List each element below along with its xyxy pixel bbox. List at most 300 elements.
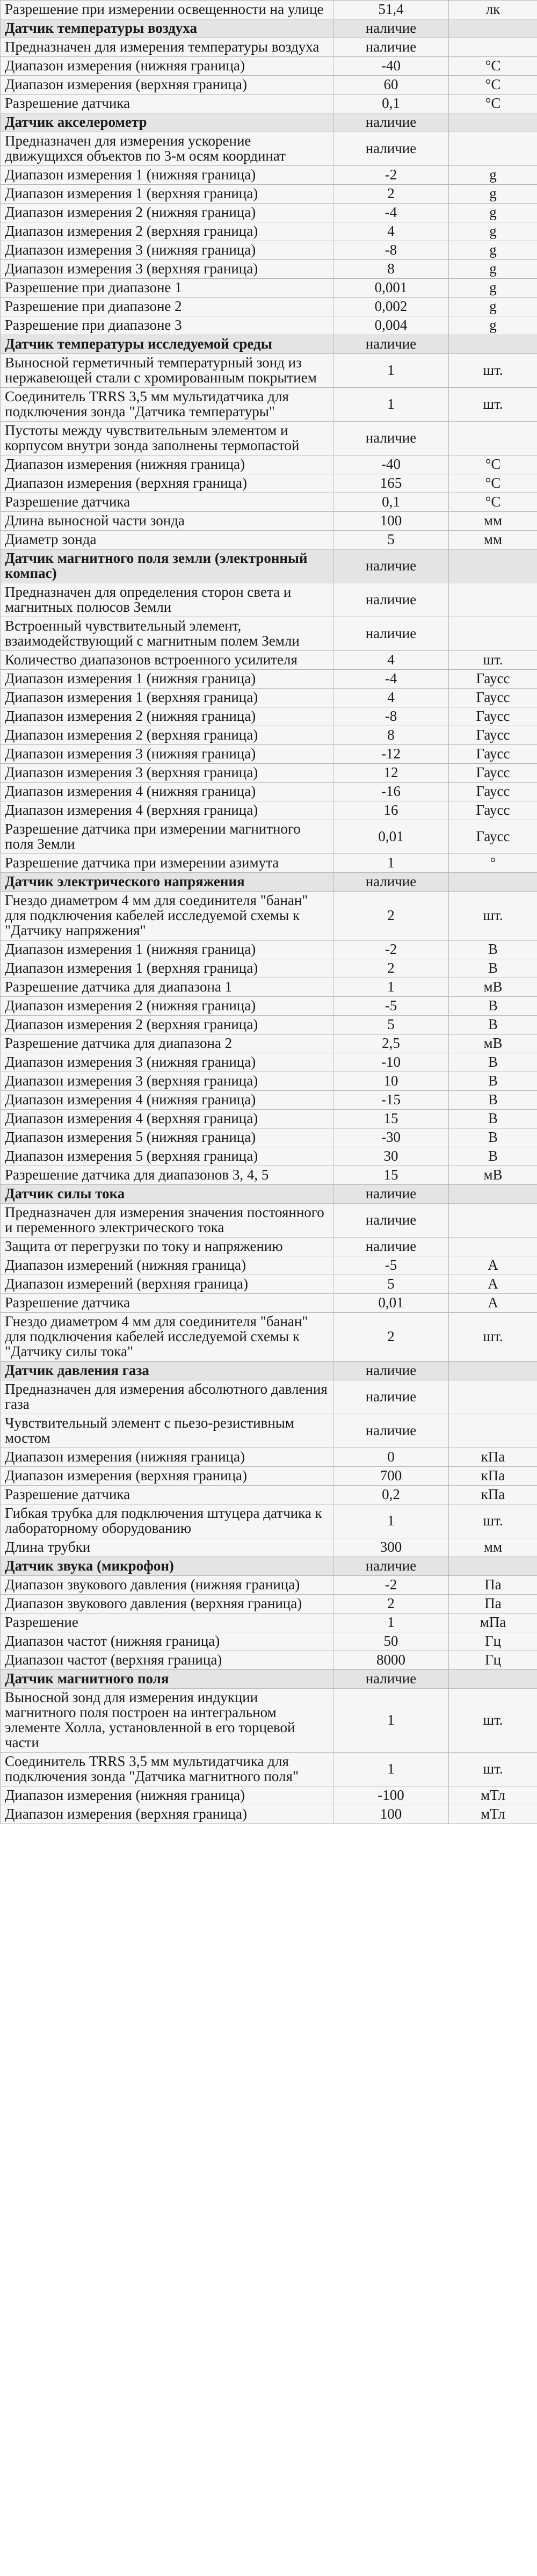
parameter-name: Диапазон измерения 5 (верхняя граница) xyxy=(1,1147,333,1166)
parameter-name: Диапазон измерения 2 (верхняя граница) xyxy=(1,1016,333,1034)
table-row xyxy=(1,38,537,57)
section-title: Датчик силы тока xyxy=(1,1185,333,1204)
parameter-unit xyxy=(449,549,537,583)
parameter-value: 0,001 xyxy=(333,279,449,298)
parameter-name: Диапазон измерения 3 (нижняя граница) xyxy=(1,1053,333,1072)
parameter-unit: g xyxy=(449,185,537,204)
parameter-value: 300 xyxy=(333,1538,449,1557)
parameter-name: Предназначен для определения сторон света и магнитных полюсов Земли xyxy=(1,583,333,617)
parameter-value: 50 xyxy=(333,1632,449,1651)
parameter-name: Разрешение датчика при измерении азимута xyxy=(1,854,333,873)
table-row xyxy=(1,316,537,335)
parameter-name: Диапазон измерения 3 (верхняя граница) xyxy=(1,764,333,783)
parameter-value: -12 xyxy=(333,745,449,764)
parameter-name: Разрешение датчика xyxy=(1,493,333,512)
parameter-value: 2 xyxy=(333,959,449,978)
parameter-value: наличие xyxy=(333,1185,449,1204)
parameter-name: Диапазон измерения 1 (нижняя граница) xyxy=(1,670,333,689)
parameter-value: 1 xyxy=(333,1689,449,1753)
parameter-unit: Гаусс xyxy=(449,745,537,764)
parameter-value: -30 xyxy=(333,1128,449,1147)
table-row xyxy=(1,745,537,764)
parameter-name: Диапазон измерения (верхняя граница) xyxy=(1,1805,333,1824)
parameter-value: наличие xyxy=(333,113,449,132)
parameter-value: 0,1 xyxy=(333,493,449,512)
table-row xyxy=(1,1091,537,1110)
parameter-unit: В xyxy=(449,1053,537,1072)
table-row xyxy=(1,512,537,531)
table-row xyxy=(1,1632,537,1651)
parameter-value: наличие xyxy=(333,583,449,617)
parameter-value: наличие xyxy=(333,873,449,892)
table-row xyxy=(1,1613,537,1632)
table-row xyxy=(1,854,537,873)
table-row xyxy=(1,1294,537,1313)
parameter-unit: В xyxy=(449,1072,537,1091)
table-row xyxy=(1,1238,537,1256)
parameter-unit: Гаусс xyxy=(449,707,537,726)
parameter-name: Соединитель TRRS 3,5 мм мультидатчика для подключения зонда "Датчика температуры" xyxy=(1,388,333,422)
section-title: Датчик электрического напряжения xyxy=(1,873,333,892)
section-header-row xyxy=(1,549,537,583)
parameter-value: наличие xyxy=(333,1557,449,1576)
parameter-unit: шт. xyxy=(449,651,537,670)
table-row xyxy=(1,1576,537,1595)
section-title: Датчик магнитного поля земли (электронный компас) xyxy=(1,549,333,583)
parameter-value: -4 xyxy=(333,670,449,689)
parameter-unit: g xyxy=(449,204,537,222)
parameter-unit: g xyxy=(449,316,537,335)
table-row xyxy=(1,1786,537,1805)
parameter-unit xyxy=(449,583,537,617)
table-row xyxy=(1,1380,537,1414)
parameter-value: 2 xyxy=(333,185,449,204)
parameter-unit: В xyxy=(449,940,537,959)
parameter-unit xyxy=(449,1185,537,1204)
parameter-name: Диапазон измерения 3 (верхняя граница) xyxy=(1,1072,333,1091)
parameter-name: Разрешение при измерении освещенности на улице xyxy=(1,1,333,19)
parameter-value: 8 xyxy=(333,726,449,745)
table-row xyxy=(1,354,537,388)
parameter-value: 16 xyxy=(333,801,449,820)
parameter-name: Диапазон измерения 3 (нижняя граница) xyxy=(1,745,333,764)
parameter-unit: Гаусс xyxy=(449,726,537,745)
parameter-value: -2 xyxy=(333,940,449,959)
parameter-value: наличие xyxy=(333,1204,449,1238)
parameter-unit: В xyxy=(449,997,537,1016)
table-row xyxy=(1,1016,537,1034)
parameter-name: Гибкая трубка для подключения штуцера датчика к лабораторному оборудованию xyxy=(1,1504,333,1538)
parameter-value: -5 xyxy=(333,1256,449,1275)
parameter-value: 1 xyxy=(333,388,449,422)
parameter-value: 0,004 xyxy=(333,316,449,335)
table-row xyxy=(1,1538,537,1557)
parameter-name: Диапазон измерения (нижняя граница) xyxy=(1,1786,333,1805)
parameter-value: наличие xyxy=(333,1670,449,1689)
parameter-name: Пустоты между чувствительным элементом и корпусом внутри зонда заполнены термопастой xyxy=(1,422,333,455)
parameter-unit: g xyxy=(449,279,537,298)
parameter-value: 165 xyxy=(333,474,449,493)
parameter-name: Диапазон частот (нижняя граница) xyxy=(1,1632,333,1651)
table-row xyxy=(1,279,537,298)
table-row xyxy=(1,166,537,185)
parameter-unit: Гаусс xyxy=(449,670,537,689)
parameter-name: Разрешение при диапазоне 2 xyxy=(1,298,333,316)
parameter-unit xyxy=(449,1670,537,1689)
parameter-value: 12 xyxy=(333,764,449,783)
parameter-unit: кПа xyxy=(449,1448,537,1467)
section-title: Датчик звука (микрофон) xyxy=(1,1557,333,1576)
table-row xyxy=(1,1467,537,1486)
parameter-value: 2 xyxy=(333,1595,449,1613)
parameter-unit: кПа xyxy=(449,1486,537,1504)
parameter-unit: А xyxy=(449,1256,537,1275)
parameter-unit: мм xyxy=(449,1538,537,1557)
parameter-unit xyxy=(449,1414,537,1448)
section-header-row xyxy=(1,1362,537,1380)
parameter-name: Разрешение датчика для диапазонов 3, 4, 5 xyxy=(1,1166,333,1185)
table-row xyxy=(1,726,537,745)
table-row xyxy=(1,959,537,978)
parameter-value: 15 xyxy=(333,1110,449,1128)
parameter-name: Диапазон измерения 1 (нижняя граница) xyxy=(1,940,333,959)
table-row xyxy=(1,222,537,241)
parameter-unit: Па xyxy=(449,1576,537,1595)
parameter-name: Диапазон измерения 1 (верхняя граница) xyxy=(1,689,333,707)
parameter-name: Разрешение датчика xyxy=(1,1294,333,1313)
parameter-name: Диапазон частот (верхняя граница) xyxy=(1,1651,333,1670)
parameter-unit: шт. xyxy=(449,1689,537,1753)
parameter-unit: Па xyxy=(449,1595,537,1613)
parameter-value: -10 xyxy=(333,1053,449,1072)
table-row xyxy=(1,1504,537,1538)
parameter-name: Диапазон измерения 2 (верхняя граница) xyxy=(1,222,333,241)
parameter-unit: Гаусс xyxy=(449,820,537,854)
parameter-value: наличие xyxy=(333,549,449,583)
parameter-name: Диапазон измерения (верхняя граница) xyxy=(1,76,333,95)
parameter-name: Гнездо диаметром 4 мм для соединителя "банан" для подключения кабелей исследуемой схемы к "Датчику напряжения" xyxy=(1,892,333,940)
parameter-value: 8000 xyxy=(333,1651,449,1670)
section-title: Датчик температуры воздуха xyxy=(1,19,333,38)
parameter-name: Диапазон измерения 4 (нижняя граница) xyxy=(1,1091,333,1110)
parameter-name: Диапазон измерений (верхняя граница) xyxy=(1,1275,333,1294)
parameter-name: Диапазон измерения 1 (верхняя граница) xyxy=(1,959,333,978)
parameter-unit: А xyxy=(449,1294,537,1313)
parameter-name: Диапазон звукового давления (нижняя граница) xyxy=(1,1576,333,1595)
parameter-unit: В xyxy=(449,1110,537,1128)
parameter-unit: А xyxy=(449,1275,537,1294)
parameter-name: Диапазон измерения 3 (нижняя граница) xyxy=(1,241,333,260)
parameter-value: 2,5 xyxy=(333,1034,449,1053)
parameter-name: Диаметр зонда xyxy=(1,531,333,549)
parameter-name: Предназначен для измерения ускорение движущихся объектов по 3-м осям координат xyxy=(1,132,333,166)
parameter-name: Диапазон измерения 5 (нижняя граница) xyxy=(1,1128,333,1147)
parameter-value: 700 xyxy=(333,1467,449,1486)
parameter-unit xyxy=(449,617,537,651)
section-title: Датчик акселерометр xyxy=(1,113,333,132)
table-row xyxy=(1,1595,537,1613)
parameter-name: Разрешение датчика для диапазона 1 xyxy=(1,978,333,997)
table-row xyxy=(1,422,537,455)
parameter-value: 15 xyxy=(333,1166,449,1185)
parameter-value: 4 xyxy=(333,222,449,241)
parameter-unit xyxy=(449,19,537,38)
parameter-value: 5 xyxy=(333,1275,449,1294)
parameter-value: 0,2 xyxy=(333,1486,449,1504)
table-row xyxy=(1,1486,537,1504)
parameter-value: -2 xyxy=(333,166,449,185)
section-header-row xyxy=(1,1557,537,1576)
parameter-value: -8 xyxy=(333,707,449,726)
parameter-name: Диапазон измерения 4 (верхняя граница) xyxy=(1,1110,333,1128)
parameter-value: -15 xyxy=(333,1091,449,1110)
table-row xyxy=(1,978,537,997)
parameter-value: наличие xyxy=(333,1380,449,1414)
table-row xyxy=(1,997,537,1016)
parameter-unit: Гаусс xyxy=(449,689,537,707)
parameter-value: 1 xyxy=(333,1504,449,1538)
parameter-unit: В xyxy=(449,1128,537,1147)
parameter-value: наличие xyxy=(333,1414,449,1448)
parameter-name: Разрешение xyxy=(1,1613,333,1632)
table-row xyxy=(1,1,537,19)
parameter-value: -100 xyxy=(333,1786,449,1805)
parameter-name: Предназначен для измерения абсолютного давления газа xyxy=(1,1380,333,1414)
table-row xyxy=(1,617,537,651)
parameter-unit: g xyxy=(449,260,537,279)
table-row xyxy=(1,76,537,95)
parameter-value: 4 xyxy=(333,651,449,670)
parameter-value: наличие xyxy=(333,38,449,57)
section-title: Датчик температуры исследуемой среды xyxy=(1,335,333,354)
table-row xyxy=(1,1414,537,1448)
table-row xyxy=(1,764,537,783)
parameter-unit: В xyxy=(449,1016,537,1034)
parameter-name: Диапазон звукового давления (верхняя граница) xyxy=(1,1595,333,1613)
parameter-unit xyxy=(449,422,537,455)
parameter-unit xyxy=(449,1362,537,1380)
parameter-unit: Гаусс xyxy=(449,764,537,783)
parameter-value: -5 xyxy=(333,997,449,1016)
parameter-unit: Гаусс xyxy=(449,801,537,820)
parameter-value: наличие xyxy=(333,422,449,455)
table-row xyxy=(1,670,537,689)
parameter-name: Диапазон измерения (нижняя граница) xyxy=(1,455,333,474)
parameter-value: -40 xyxy=(333,455,449,474)
parameter-name: Защита от перегрузки по току и напряжению xyxy=(1,1238,333,1256)
parameter-unit: мТл xyxy=(449,1786,537,1805)
parameter-unit xyxy=(449,1380,537,1414)
parameter-unit xyxy=(449,1557,537,1576)
parameter-unit xyxy=(449,113,537,132)
parameter-name: Диапазон измерения 2 (верхняя граница) xyxy=(1,726,333,745)
parameter-value: 8 xyxy=(333,260,449,279)
parameter-unit xyxy=(449,38,537,57)
parameter-unit: мТл xyxy=(449,1805,537,1824)
parameter-value: 51,4 xyxy=(333,1,449,19)
parameter-value: 10 xyxy=(333,1072,449,1091)
parameter-name: Чувствительный элемент с пьезо-резистивным мостом xyxy=(1,1414,333,1448)
table-row xyxy=(1,1651,537,1670)
parameter-value: 30 xyxy=(333,1147,449,1166)
table-row xyxy=(1,260,537,279)
table-row xyxy=(1,455,537,474)
parameter-unit xyxy=(449,1238,537,1256)
parameter-unit xyxy=(449,132,537,166)
parameter-name: Разрешение датчика для диапазона 2 xyxy=(1,1034,333,1053)
parameter-unit: мВ xyxy=(449,978,537,997)
parameter-name: Диапазон измерения 3 (верхняя граница) xyxy=(1,260,333,279)
parameter-unit xyxy=(449,873,537,892)
parameter-value: наличие xyxy=(333,1238,449,1256)
parameter-name: Длина трубки xyxy=(1,1538,333,1557)
parameter-unit: лк xyxy=(449,1,537,19)
parameter-value: 100 xyxy=(333,1805,449,1824)
table-row xyxy=(1,1256,537,1275)
parameter-unit: В xyxy=(449,1091,537,1110)
parameter-unit: ° xyxy=(449,854,537,873)
table-row xyxy=(1,493,537,512)
parameter-name: Диапазон измерения 2 (нижняя граница) xyxy=(1,707,333,726)
parameter-unit xyxy=(449,335,537,354)
parameter-value: 0 xyxy=(333,1448,449,1467)
parameter-value: наличие xyxy=(333,132,449,166)
table-row xyxy=(1,1072,537,1091)
parameter-unit: g xyxy=(449,166,537,185)
section-header-row xyxy=(1,19,537,38)
parameter-unit: шт. xyxy=(449,1313,537,1362)
parameter-name: Выносной герметичный температурный зонд из нержавеющей стали с хромированным покрытием xyxy=(1,354,333,388)
table-row xyxy=(1,388,537,422)
parameter-value: 2 xyxy=(333,892,449,940)
parameter-value: 1 xyxy=(333,854,449,873)
parameter-name: Разрешение датчика при измерении магнитного поля Земли xyxy=(1,820,333,854)
parameter-unit: °C xyxy=(449,474,537,493)
parameter-name: Диапазон измерений (нижняя граница) xyxy=(1,1256,333,1275)
table-row xyxy=(1,583,537,617)
parameter-unit: мВ xyxy=(449,1034,537,1053)
table-row xyxy=(1,1689,537,1753)
parameter-value: 60 xyxy=(333,76,449,95)
parameter-value: 0,01 xyxy=(333,820,449,854)
table-row xyxy=(1,474,537,493)
parameter-unit: °C xyxy=(449,493,537,512)
parameter-name: Встроенный чувствительный элемент, взаимодействующий с магнитным полем Земли xyxy=(1,617,333,651)
parameter-name: Диапазон измерения 2 (нижняя граница) xyxy=(1,997,333,1016)
parameter-unit: мм xyxy=(449,531,537,549)
table-row xyxy=(1,132,537,166)
parameter-value: наличие xyxy=(333,617,449,651)
parameter-value: -16 xyxy=(333,783,449,801)
parameter-unit: °C xyxy=(449,455,537,474)
parameter-value: 4 xyxy=(333,689,449,707)
parameter-unit: шт. xyxy=(449,1753,537,1786)
parameter-name: Диапазон измерения (верхняя граница) xyxy=(1,474,333,493)
parameter-value: -40 xyxy=(333,57,449,76)
table-row xyxy=(1,1275,537,1294)
table-row xyxy=(1,1034,537,1053)
parameter-value: 1 xyxy=(333,1613,449,1632)
parameter-name: Диапазон измерения 4 (верхняя граница) xyxy=(1,801,333,820)
table-row xyxy=(1,783,537,801)
parameter-unit: мВ xyxy=(449,1166,537,1185)
parameter-name: Соединитель TRRS 3,5 мм мультидатчика для подключения зонда "Датчика магнитного поля" xyxy=(1,1753,333,1786)
parameter-name: Диапазон измерения (нижняя граница) xyxy=(1,1448,333,1467)
parameter-name: Разрешение при диапазоне 1 xyxy=(1,279,333,298)
parameter-name: Разрешение датчика xyxy=(1,1486,333,1504)
parameter-value: 2 xyxy=(333,1313,449,1362)
parameter-name: Предназначен для измерения температуры воздуха xyxy=(1,38,333,57)
parameter-value: 5 xyxy=(333,1016,449,1034)
parameter-unit: шт. xyxy=(449,1504,537,1538)
section-header-row xyxy=(1,335,537,354)
parameter-name: Количество диапазонов встроенного усилителя xyxy=(1,651,333,670)
parameter-name: Диапазон измерения (верхняя граница) xyxy=(1,1467,333,1486)
section-title: Датчик давления газа xyxy=(1,1362,333,1380)
parameter-name: Длина выносной части зонда xyxy=(1,512,333,531)
parameter-unit: кПа xyxy=(449,1467,537,1486)
table-row xyxy=(1,689,537,707)
parameter-name: Диапазон измерения 2 (нижняя граница) xyxy=(1,204,333,222)
table-row xyxy=(1,95,537,113)
parameter-name: Диапазон измерения (нижняя граница) xyxy=(1,57,333,76)
table-row xyxy=(1,940,537,959)
table-row xyxy=(1,707,537,726)
parameter-value: наличие xyxy=(333,335,449,354)
parameter-value: 0,01 xyxy=(333,1294,449,1313)
table-row xyxy=(1,1753,537,1786)
table-row xyxy=(1,801,537,820)
section-header-row xyxy=(1,873,537,892)
parameter-unit: В xyxy=(449,959,537,978)
table-row xyxy=(1,820,537,854)
parameter-unit: °C xyxy=(449,57,537,76)
parameter-unit: g xyxy=(449,222,537,241)
parameter-name: Гнездо диаметром 4 мм для соединителя "банан" для подключения кабелей исследуемой схемы к "Датчику силы тока" xyxy=(1,1313,333,1362)
parameter-unit xyxy=(449,1204,537,1238)
parameter-value: 1 xyxy=(333,354,449,388)
parameter-unit: шт. xyxy=(449,354,537,388)
table-row xyxy=(1,531,537,549)
parameter-name: Разрешение при диапазоне 3 xyxy=(1,316,333,335)
parameter-unit: мПа xyxy=(449,1613,537,1632)
parameter-unit: В xyxy=(449,1147,537,1166)
parameter-value: -8 xyxy=(333,241,449,260)
parameter-value: 5 xyxy=(333,531,449,549)
table-row xyxy=(1,651,537,670)
section-title: Датчик магнитного поля xyxy=(1,1670,333,1689)
parameter-unit: шт. xyxy=(449,892,537,940)
section-header-row xyxy=(1,113,537,132)
parameter-name: Разрешение датчика xyxy=(1,95,333,113)
parameter-unit: Гц xyxy=(449,1651,537,1670)
parameter-unit: мм xyxy=(449,512,537,531)
parameter-value: 100 xyxy=(333,512,449,531)
parameter-value: наличие xyxy=(333,19,449,38)
parameter-unit: Гаусс xyxy=(449,783,537,801)
parameter-name: Диапазон измерения 1 (верхняя граница) xyxy=(1,185,333,204)
parameter-value: наличие xyxy=(333,1362,449,1380)
parameter-name: Диапазон измерения 1 (нижняя граница) xyxy=(1,166,333,185)
table-row xyxy=(1,298,537,316)
table-row xyxy=(1,185,537,204)
parameter-value: 1 xyxy=(333,1753,449,1786)
table-row xyxy=(1,1313,537,1362)
spec-table-body xyxy=(1,1,537,1824)
parameter-unit: Гц xyxy=(449,1632,537,1651)
table-row xyxy=(1,1166,537,1185)
section-header-row xyxy=(1,1670,537,1689)
